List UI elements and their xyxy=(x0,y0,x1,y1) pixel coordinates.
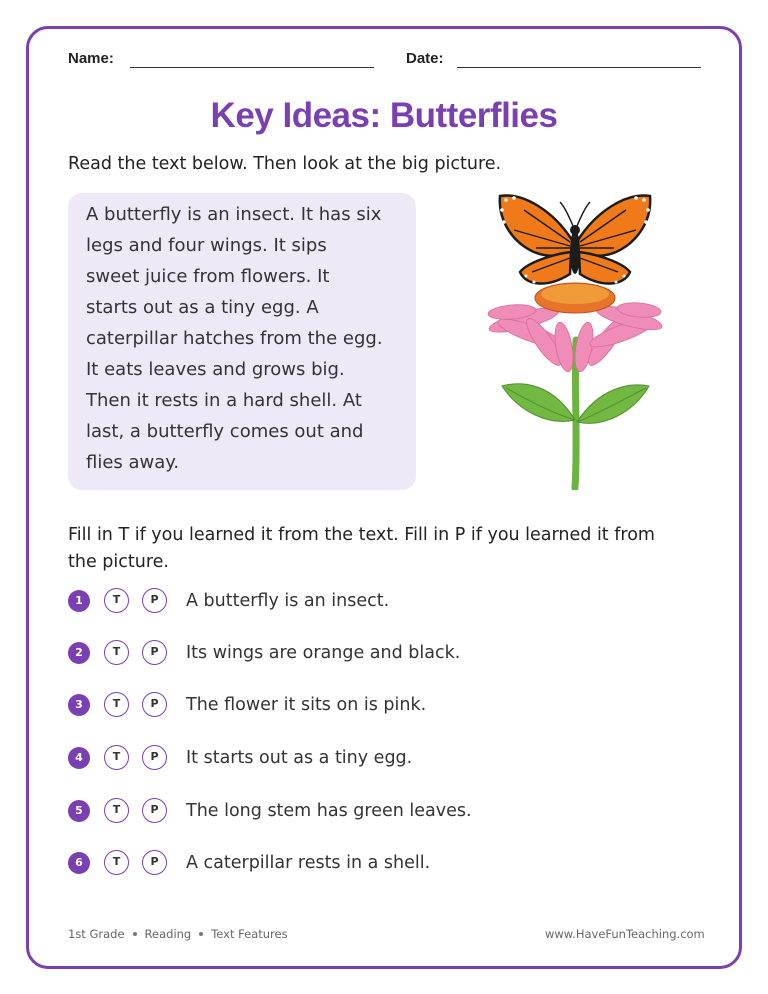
date-label: Date: xyxy=(406,50,444,67)
instruction-line: Fill in T if you learned it from the text. Fill in P if you learned it from xyxy=(68,525,655,545)
text-bubble[interactable]: T xyxy=(104,798,129,823)
question-number: 3 xyxy=(68,694,90,716)
passage-line: It eats leaves and grows big. xyxy=(86,359,345,380)
question-text: The flower it sits on is pink. xyxy=(186,695,427,715)
picture-bubble[interactable]: P xyxy=(142,640,167,665)
text-bubble[interactable]: T xyxy=(104,640,129,665)
passage-line: flies away. xyxy=(86,452,180,473)
picture-bubble[interactable]: P xyxy=(142,850,167,875)
question-text: The long stem has green leaves. xyxy=(186,801,472,821)
question-number: 1 xyxy=(68,590,90,612)
text-bubble[interactable]: T xyxy=(104,850,129,875)
footer-tag: Text Features xyxy=(211,927,288,941)
name-label: Name: xyxy=(68,50,114,67)
passage-line: starts out as a tiny egg. A xyxy=(86,297,319,318)
name-field[interactable] xyxy=(130,67,374,68)
passage-line: legs and four wings. It sips xyxy=(86,235,327,256)
text-bubble[interactable]: T xyxy=(104,692,129,717)
question-number: 4 xyxy=(68,747,90,769)
passage-line: A butterfly is an insect. It has six xyxy=(86,204,382,225)
picture-bubble[interactable]: P xyxy=(142,692,167,717)
question-text: A butterfly is an insect. xyxy=(186,591,390,611)
footer-tag: 1st Grade xyxy=(68,927,125,941)
page-title: Key Ideas: Butterflies xyxy=(210,96,558,135)
passage-line: caterpillar hatches from the egg. xyxy=(86,328,383,349)
picture-bubble[interactable]: P xyxy=(142,798,167,823)
question-text: Its wings are orange and black. xyxy=(186,643,461,663)
date-field[interactable] xyxy=(457,67,701,68)
bullet-icon xyxy=(199,932,203,936)
question-text: It starts out as a tiny egg. xyxy=(186,748,413,768)
question-text: A caterpillar rests in a shell. xyxy=(186,853,431,873)
picture-bubble[interactable]: P xyxy=(142,745,167,770)
passage-line: last, a butterfly comes out and xyxy=(86,421,364,442)
instruction-line: the picture. xyxy=(68,552,169,572)
text-bubble[interactable]: T xyxy=(104,745,129,770)
footer-website[interactable]: www.HaveFunTeaching.com xyxy=(545,927,705,941)
footer-tags xyxy=(68,927,288,941)
question-number: 6 xyxy=(68,852,90,874)
text-bubble[interactable]: T xyxy=(104,588,129,613)
butterfly-flower-illustration xyxy=(484,190,666,490)
passage-line: sweet juice from flowers. It xyxy=(86,266,330,287)
question-number: 5 xyxy=(68,800,90,822)
passage-line: Then it rests in a hard shell. At xyxy=(86,390,362,411)
picture-bubble[interactable]: P xyxy=(142,588,167,613)
question-number: 2 xyxy=(68,642,90,664)
bullet-icon xyxy=(133,932,137,936)
reading-instruction: Read the text below. Then look at the big picture. xyxy=(68,154,502,174)
footer-tag: Reading xyxy=(144,927,192,941)
